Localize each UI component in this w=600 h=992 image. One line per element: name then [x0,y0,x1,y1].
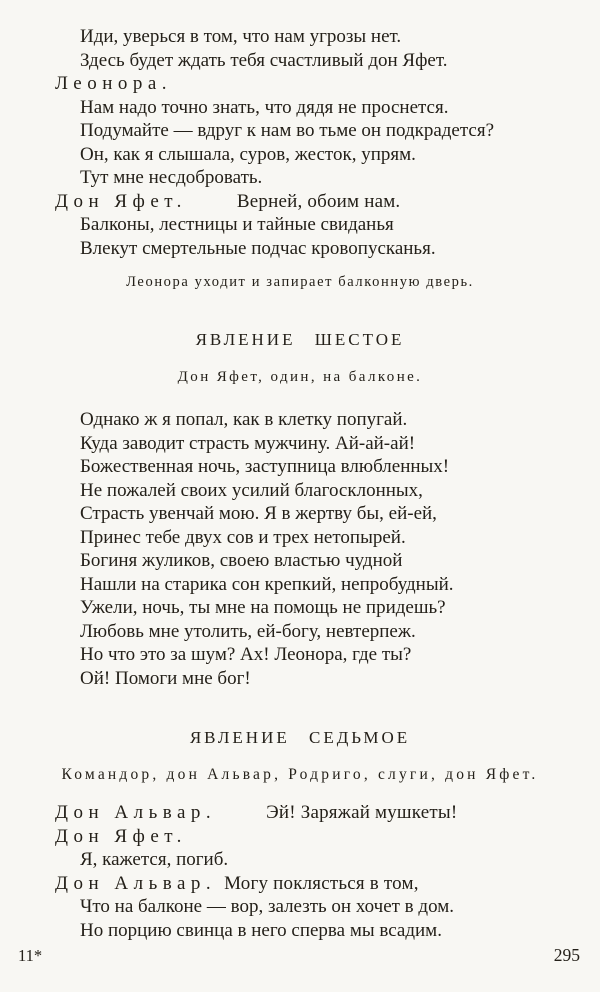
speaker-name: Дон Яфет. [55,190,187,212]
footer-page-number: 295 [553,945,580,965]
verse-line: Иди, уверься в том, что нам угрозы нет. [80,26,402,47]
verse-continuation: Верней, обоим нам. [236,190,401,212]
footer-signature-mark: 11* [18,946,43,965]
stage-direction: Леонора уходит и запирает балконную дверь. [126,274,474,290]
verse-line: Что на балконе — вор, залезть он хочет в дом. [80,896,454,917]
verse-line: Но порцию свинца в него сперва мы всадим. [80,919,442,941]
verse-line: Нам надо точно знать, что дядя не проснется. [80,96,449,118]
cast-list: Командор, дон Альвар, Родриго, слуги, дон Яфет. [61,766,539,783]
speaker-name: Дон Альвар. [55,872,217,894]
verse-line: Но что это за шум? Ах! Леонора, где ты? [80,644,412,665]
verse-line: Однако ж я попал, как в клетку попугай. [80,409,408,430]
scene-heading: ЯВЛЕНИЕ ШЕСТОЕ [195,330,405,349]
verse-line: Он, как я слышала, суров, жесток, упрям. [80,143,416,165]
verse-line: Я, кажется, погиб. [80,849,229,870]
verse-line: Подумайте — вдруг к нам во тьме он подкрадется? [80,120,495,141]
verse-line: Влекут смертельные подчас кровопусканья. [80,237,436,259]
text-blocks [0,25,600,942]
verse-continuation: Эй! Заряжай мушкеты! [266,802,458,823]
speaker-line [55,190,600,214]
verse-line: Любовь мне утолить, ей-богу, невтерпеж. [80,620,416,642]
verse-line: Здесь будет ждать тебя счастливый дон Яфет. [80,49,448,71]
speaker-line [55,872,600,896]
scene-note: Дон Яфет, один, на балконе. [177,369,423,385]
verse-line: Ужели, ночь, ты мне на помощь не придешь? [80,597,446,618]
verse-line: Ой! Помоги мне бог! [80,667,251,689]
speaker-line: Дон Яфет. [55,825,187,847]
speaker-line: Леонора. [55,73,173,94]
verse-line: Нашли на старика сон крепкий, непробудный. [80,573,454,595]
verse-line: Божественная ночь, заступница влюбленных! [80,456,450,477]
verse-line: Страсть увенчай мою. Я в жертву бы, ей-ей, [80,503,437,524]
verse-line: Балконы, лестницы и тайные свиданья [80,214,394,235]
verse-line: Принес тебе двух сов и трех нетопырей. [80,526,406,548]
verse-line: Куда заводит страсть мужчину. Ай-ай-ай! [80,432,416,454]
verse-line: Тут мне несдобровать. [80,167,263,188]
speaker-name: Дон Альвар. [55,802,217,823]
speaker-line [55,801,600,825]
verse-continuation: Могу поклясться в том, [224,872,419,894]
verse-line: Богиня жуликов, своею властью чудной [80,550,403,571]
scene-heading: ЯВЛЕНИЕ СЕДЬМОЕ [189,728,411,747]
verse-line: Не пожалей своих усилий благосклонных, [80,479,423,501]
